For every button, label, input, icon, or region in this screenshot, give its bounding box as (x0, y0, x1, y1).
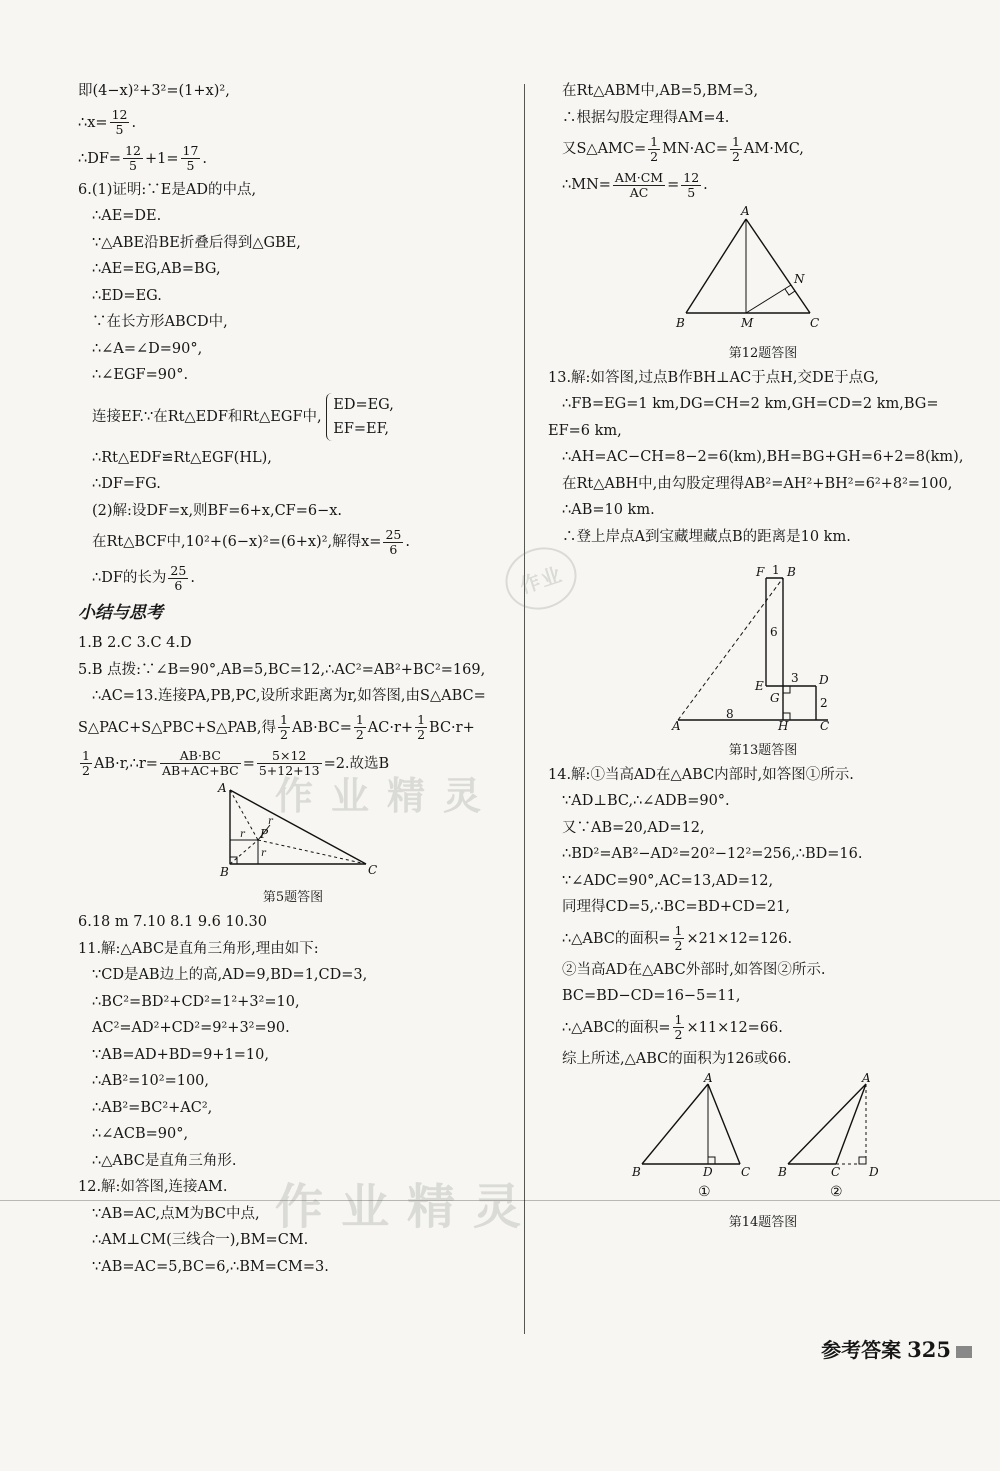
fraction (415, 713, 427, 742)
text-line: 同理得CD=5,∴BC=BD+CD=21, (562, 899, 790, 915)
text-fragment: AB·BC= (291, 719, 352, 736)
numerator: AM·CM (614, 169, 664, 185)
denominator: 2 (674, 1027, 683, 1042)
fig14b-label-a: A (862, 1072, 871, 1085)
fraction (123, 144, 143, 173)
text-line: ∴根据勾股定理得AM=4. (562, 109, 730, 126)
text-line: ∵AB=AD+BD=9+1=10, (92, 1046, 269, 1063)
fig14a-label-d: D (703, 1165, 713, 1179)
fraction (354, 713, 366, 742)
page-number: 325 (907, 1337, 951, 1362)
text-line: ∵在长方形ABCD中, (92, 314, 228, 330)
numerator: 25 (385, 526, 402, 542)
fig5-segment-pb (230, 840, 258, 864)
equation-system (326, 393, 394, 441)
denominator: 2 (650, 148, 659, 164)
text-line: ∴DF=FG. (92, 476, 161, 492)
fraction (110, 108, 130, 137)
fig13-label-b: B (787, 565, 796, 579)
text-fragment: AM·MC, (743, 141, 804, 157)
fraction (681, 171, 701, 200)
text-line: ∵AD⊥BC,∴∠ADB=90°. (562, 793, 730, 809)
text-line: EF=6 km, (548, 422, 622, 439)
text-fragment: ∴DF的长为 (92, 570, 167, 586)
numerator: 17 (182, 143, 199, 158)
numerator: 5×12 (257, 749, 322, 764)
text-line: 1.B 2.C 3.C 4.D (78, 635, 192, 651)
text-line: ∴△ABC是直角三角形. (92, 1152, 237, 1169)
numerator: AB·BC (160, 749, 241, 764)
footer-label: 参考答案 (821, 1338, 902, 1362)
fraction (673, 924, 685, 953)
fig13-label-6: 6 (770, 625, 778, 639)
text-line: ∴AH=AC−CH=8−2=6(km),BH=BG+GH=6+2=8(km), (562, 449, 964, 465)
fig5-label-p: P (260, 826, 269, 841)
text-fragment: ∴MN= (562, 177, 611, 193)
text-line: 6.(1)证明:∵E是AD的中点, (78, 181, 257, 198)
fraction (168, 564, 188, 593)
text-line: ∴∠ACB=90°, (92, 1126, 189, 1142)
text-line: ∵CD是AB边上的高,AD=9,BD=1,CD=3, (92, 967, 368, 983)
text-line: ∵AB=AC=5,BC=6,∴BM=CM=3. (92, 1258, 329, 1275)
text-fragment: 连接EF.∵在Rt△EDF和Rt△EGF中, (92, 408, 322, 425)
fig5-label-c: C (368, 862, 378, 877)
fig14b-label-b: B (778, 1165, 787, 1179)
text-line: ∴AM⊥CM(三线合一),BM=CM. (92, 1232, 309, 1248)
fig5-label-a: A (218, 781, 227, 795)
denominator: 2 (417, 727, 426, 742)
fig13-label-f: F (756, 565, 765, 579)
fig14b-side-ab (788, 1084, 866, 1164)
text-line (548, 921, 978, 957)
text-line (78, 710, 508, 746)
figure-14 (548, 1072, 978, 1202)
text-line: ∴AE=DE. (92, 208, 162, 224)
text-line: ∴AC=13.连接PA,PB,PC,设所求距离为r,如答图,由S△ABC= (92, 688, 486, 704)
fig13-label-8: 8 (726, 707, 734, 721)
fraction (383, 528, 403, 557)
text-fragment: = (242, 755, 255, 772)
fraction (80, 749, 92, 778)
fig14a-label-a: A (704, 1072, 713, 1085)
text-line: AC²=AD²+CD²=9²+3²=90. (92, 1020, 290, 1036)
fraction (730, 135, 742, 164)
text-line: ∴Rt△EDF≌Rt△EGF(HL), (92, 449, 272, 466)
text-fragment: . (131, 114, 137, 131)
text-fragment: AB·r,∴r= (93, 755, 158, 772)
fig13-label-2: 2 (820, 696, 828, 710)
fig14a-right-angle (708, 1157, 715, 1164)
fraction (648, 135, 660, 164)
text-fragment: ×11×12=66. (686, 1019, 783, 1036)
fig5-label-b: B (220, 864, 229, 878)
numerator: 1 (674, 1012, 683, 1027)
text-fragment: ×21×12=126. (686, 930, 793, 947)
text-line: 5.B 点拨:∵∠B=90°,AB=5,BC=12,∴AC²=AB²+BC²=169, (78, 661, 486, 678)
numerator: 12 (125, 143, 141, 158)
figure-caption: 第14题答图 (728, 1214, 798, 1230)
text-fragment: ∴DF= (78, 150, 122, 167)
fig12-label-c: C (810, 316, 820, 330)
fig12-segment-mn (746, 285, 791, 313)
fig14a-label-b: B (632, 1165, 641, 1179)
fig13-label-e: E (755, 679, 764, 693)
text-line (78, 105, 508, 141)
text-line: 又∵AB=20,AD=12, (562, 819, 705, 836)
denominator: 5 (687, 184, 696, 200)
text-line: 即(4−x)²+3²=(1+x)², (78, 83, 230, 99)
text-line: ∴∠A=∠D=90°, (92, 340, 203, 357)
left-column (78, 78, 508, 1280)
figure-caption: 第5题答图 (262, 890, 324, 905)
fig14a-side-ac (708, 1084, 740, 1164)
page-footer (821, 1334, 972, 1363)
watermark-stamp: 作业 (497, 538, 584, 618)
fraction (613, 171, 665, 200)
numerator: 1 (417, 712, 426, 727)
text-fragment: S△PAC+S△PBC+S△PAB,得 (78, 719, 276, 736)
column-divider (524, 84, 525, 1334)
fig12-side-ab (686, 219, 746, 313)
text-line: ∵∠ADC=90°,AC=13,AD=12, (562, 872, 774, 889)
numerator: 1 (650, 133, 659, 149)
fraction (673, 1013, 685, 1042)
text-line: ∵AB=AC,点M为BC中点, (92, 1205, 260, 1222)
fig13-segment-ab (678, 578, 783, 720)
text-line: ∴AB=10 km. (562, 502, 655, 518)
numerator: 1 (82, 748, 90, 763)
text-line: ∴BD²=AB²−AD²=20²−12²=256,∴BD=16. (562, 846, 863, 862)
figure-caption: 第12题答图 (728, 345, 798, 361)
fig13-label-c: C (820, 719, 830, 730)
text-line: 13.解:如答图,过点B作BH⊥AC于点H,交DE于点G, (548, 369, 879, 386)
figure-caption: 第13题答图 (728, 742, 798, 758)
figure-13 (548, 550, 978, 730)
numerator: 1 (674, 923, 683, 938)
denominator: AC (629, 184, 649, 200)
text-line: ②当高AD在△ABC外部时,如答图②所示. (562, 961, 826, 978)
denominator: AB+AC+BC (161, 763, 239, 778)
text-fragment: MN·AC= (662, 141, 728, 157)
text-fragment: =2.故选B (323, 755, 390, 772)
fig12-side-ac (746, 219, 810, 313)
fig13-label-1: 1 (772, 563, 780, 577)
text-fragment: . (405, 534, 410, 550)
fig12-label-b: B (676, 316, 685, 330)
denominator: 5+12+13 (258, 763, 320, 778)
fig14a-number: ① (698, 1184, 711, 1200)
text-line: ∴AE=EG,AB=BG, (92, 261, 221, 277)
right-column (548, 78, 978, 1234)
text-line: (2)解:设DF=x,则BF=6+x,CF=6−x. (92, 502, 343, 519)
text-line: 11.解:△ABC是直角三角形,理由如下: (78, 940, 319, 957)
text-line: ∴FB=EG=1 km,DG=CH=2 km,GH=CD=2 km,BG= (562, 396, 939, 412)
fig13-label-a: A (672, 719, 681, 730)
fig14b-right-angle (859, 1157, 866, 1164)
text-line: ∴∠EGF=90°. (92, 367, 189, 383)
fig12-label-a: A (741, 204, 750, 218)
text-line (548, 131, 978, 167)
denominator: 5 (115, 122, 124, 137)
denominator: 2 (674, 938, 683, 953)
fig14a-label-c: C (741, 1165, 751, 1179)
denominator: 5 (186, 158, 195, 173)
text-fragment: 在Rt△BCF中,10²+(6−x)²=(6+x)²,解得x= (92, 534, 382, 550)
watermark: 作业精灵 (275, 774, 500, 818)
fig14a-side-ab (642, 1084, 708, 1164)
text-line: 14.解:①当高AD在△ABC内部时,如答图①所示. (548, 766, 854, 783)
denominator: 2 (279, 727, 288, 742)
denominator: 6 (389, 541, 398, 557)
numerator: 12 (683, 169, 700, 185)
text-line (78, 524, 508, 560)
fig14b-label-d: D (869, 1165, 879, 1179)
fig14b-number: ② (830, 1184, 843, 1200)
text-fragment: AC·r+ (367, 719, 414, 736)
fig13-label-d: D (819, 673, 829, 687)
text-line (78, 141, 508, 177)
text-fragment: 又S△AMC= (562, 141, 647, 157)
text-line: 在Rt△ABM中,AB=5,BM=3, (562, 83, 759, 99)
text-line: 在Rt△ABH中,由勾股定理得AB²=AH²+BH²=6²+8²=100, (562, 475, 953, 492)
text-fragment: ∴△ABC的面积= (562, 930, 671, 947)
fig14b-label-c: C (831, 1165, 841, 1179)
text-line: ∴BC²=BD²+CD²=1²+3²=10, (92, 993, 300, 1010)
fig14b-side-ac (836, 1084, 866, 1164)
watermark: 作业精灵 (275, 1179, 540, 1235)
text-line: ∴ED=EG. (92, 287, 162, 304)
text-line (548, 167, 978, 203)
text-fragment: . (190, 570, 195, 586)
text-line (78, 560, 508, 596)
denominator: 2 (731, 148, 740, 164)
footer-marker-icon (956, 1346, 972, 1358)
text-fragment: = (667, 177, 680, 193)
text-line: 综上所述,△ABC的面积为126或66. (562, 1050, 792, 1067)
text-line: ∵△ABE沿BE折叠后得到△GBE, (92, 234, 301, 251)
text-line: 12.解:如答图,连接AM. (78, 1179, 228, 1195)
text-line (548, 1010, 978, 1046)
text-line: ∴AB²=10²=100, (92, 1073, 210, 1089)
text-line: ∴登上岸点A到宝藏埋藏点B的距离是10 km. (562, 528, 851, 545)
section-title: 小结与思考 (78, 603, 163, 623)
fig5-label-r: r (268, 815, 273, 827)
fraction (181, 144, 201, 173)
fig13-label-3: 3 (791, 671, 799, 685)
fig5-label-r: r (261, 847, 266, 859)
fraction (160, 749, 241, 778)
equation: ED=EG, (333, 396, 394, 413)
denominator: 6 (174, 577, 183, 593)
numerator: 1 (355, 712, 364, 727)
fig13-label-g: G (770, 691, 780, 705)
denominator: 2 (355, 727, 364, 742)
fig12-label-n: N (794, 272, 805, 286)
numerator: 1 (279, 712, 288, 727)
text-line (78, 393, 508, 441)
fig12-label-m: M (741, 316, 754, 330)
equation: EF=EF, (333, 420, 390, 437)
fraction (278, 713, 290, 742)
fig13-right-angle-g (783, 686, 790, 693)
text-line: BC=BD−CD=16−5=11, (562, 988, 741, 1004)
text-line: 6.18 m 7.10 8.1 9.6 10.30 (78, 914, 267, 930)
text-fragment: ∴△ABC的面积= (562, 1019, 671, 1036)
fig5-label-r: r (240, 828, 245, 840)
text-fragment: ∴x= (78, 114, 108, 131)
text-line: ∴AB²=BC²+AC², (92, 1099, 213, 1116)
denominator: 2 (82, 763, 90, 778)
numerator: 1 (731, 133, 740, 149)
numerator: 25 (170, 562, 187, 578)
text-fragment: +1= (144, 150, 179, 167)
numerator: 12 (111, 107, 128, 122)
fig5-segment-pc (258, 840, 366, 864)
text-fragment: BC·r+ (429, 719, 475, 736)
text-fragment: . (703, 177, 708, 193)
denominator: 5 (129, 158, 137, 173)
fig13-label-h: H (778, 719, 789, 730)
text-fragment: . (202, 150, 208, 167)
figure-12 (548, 203, 978, 333)
